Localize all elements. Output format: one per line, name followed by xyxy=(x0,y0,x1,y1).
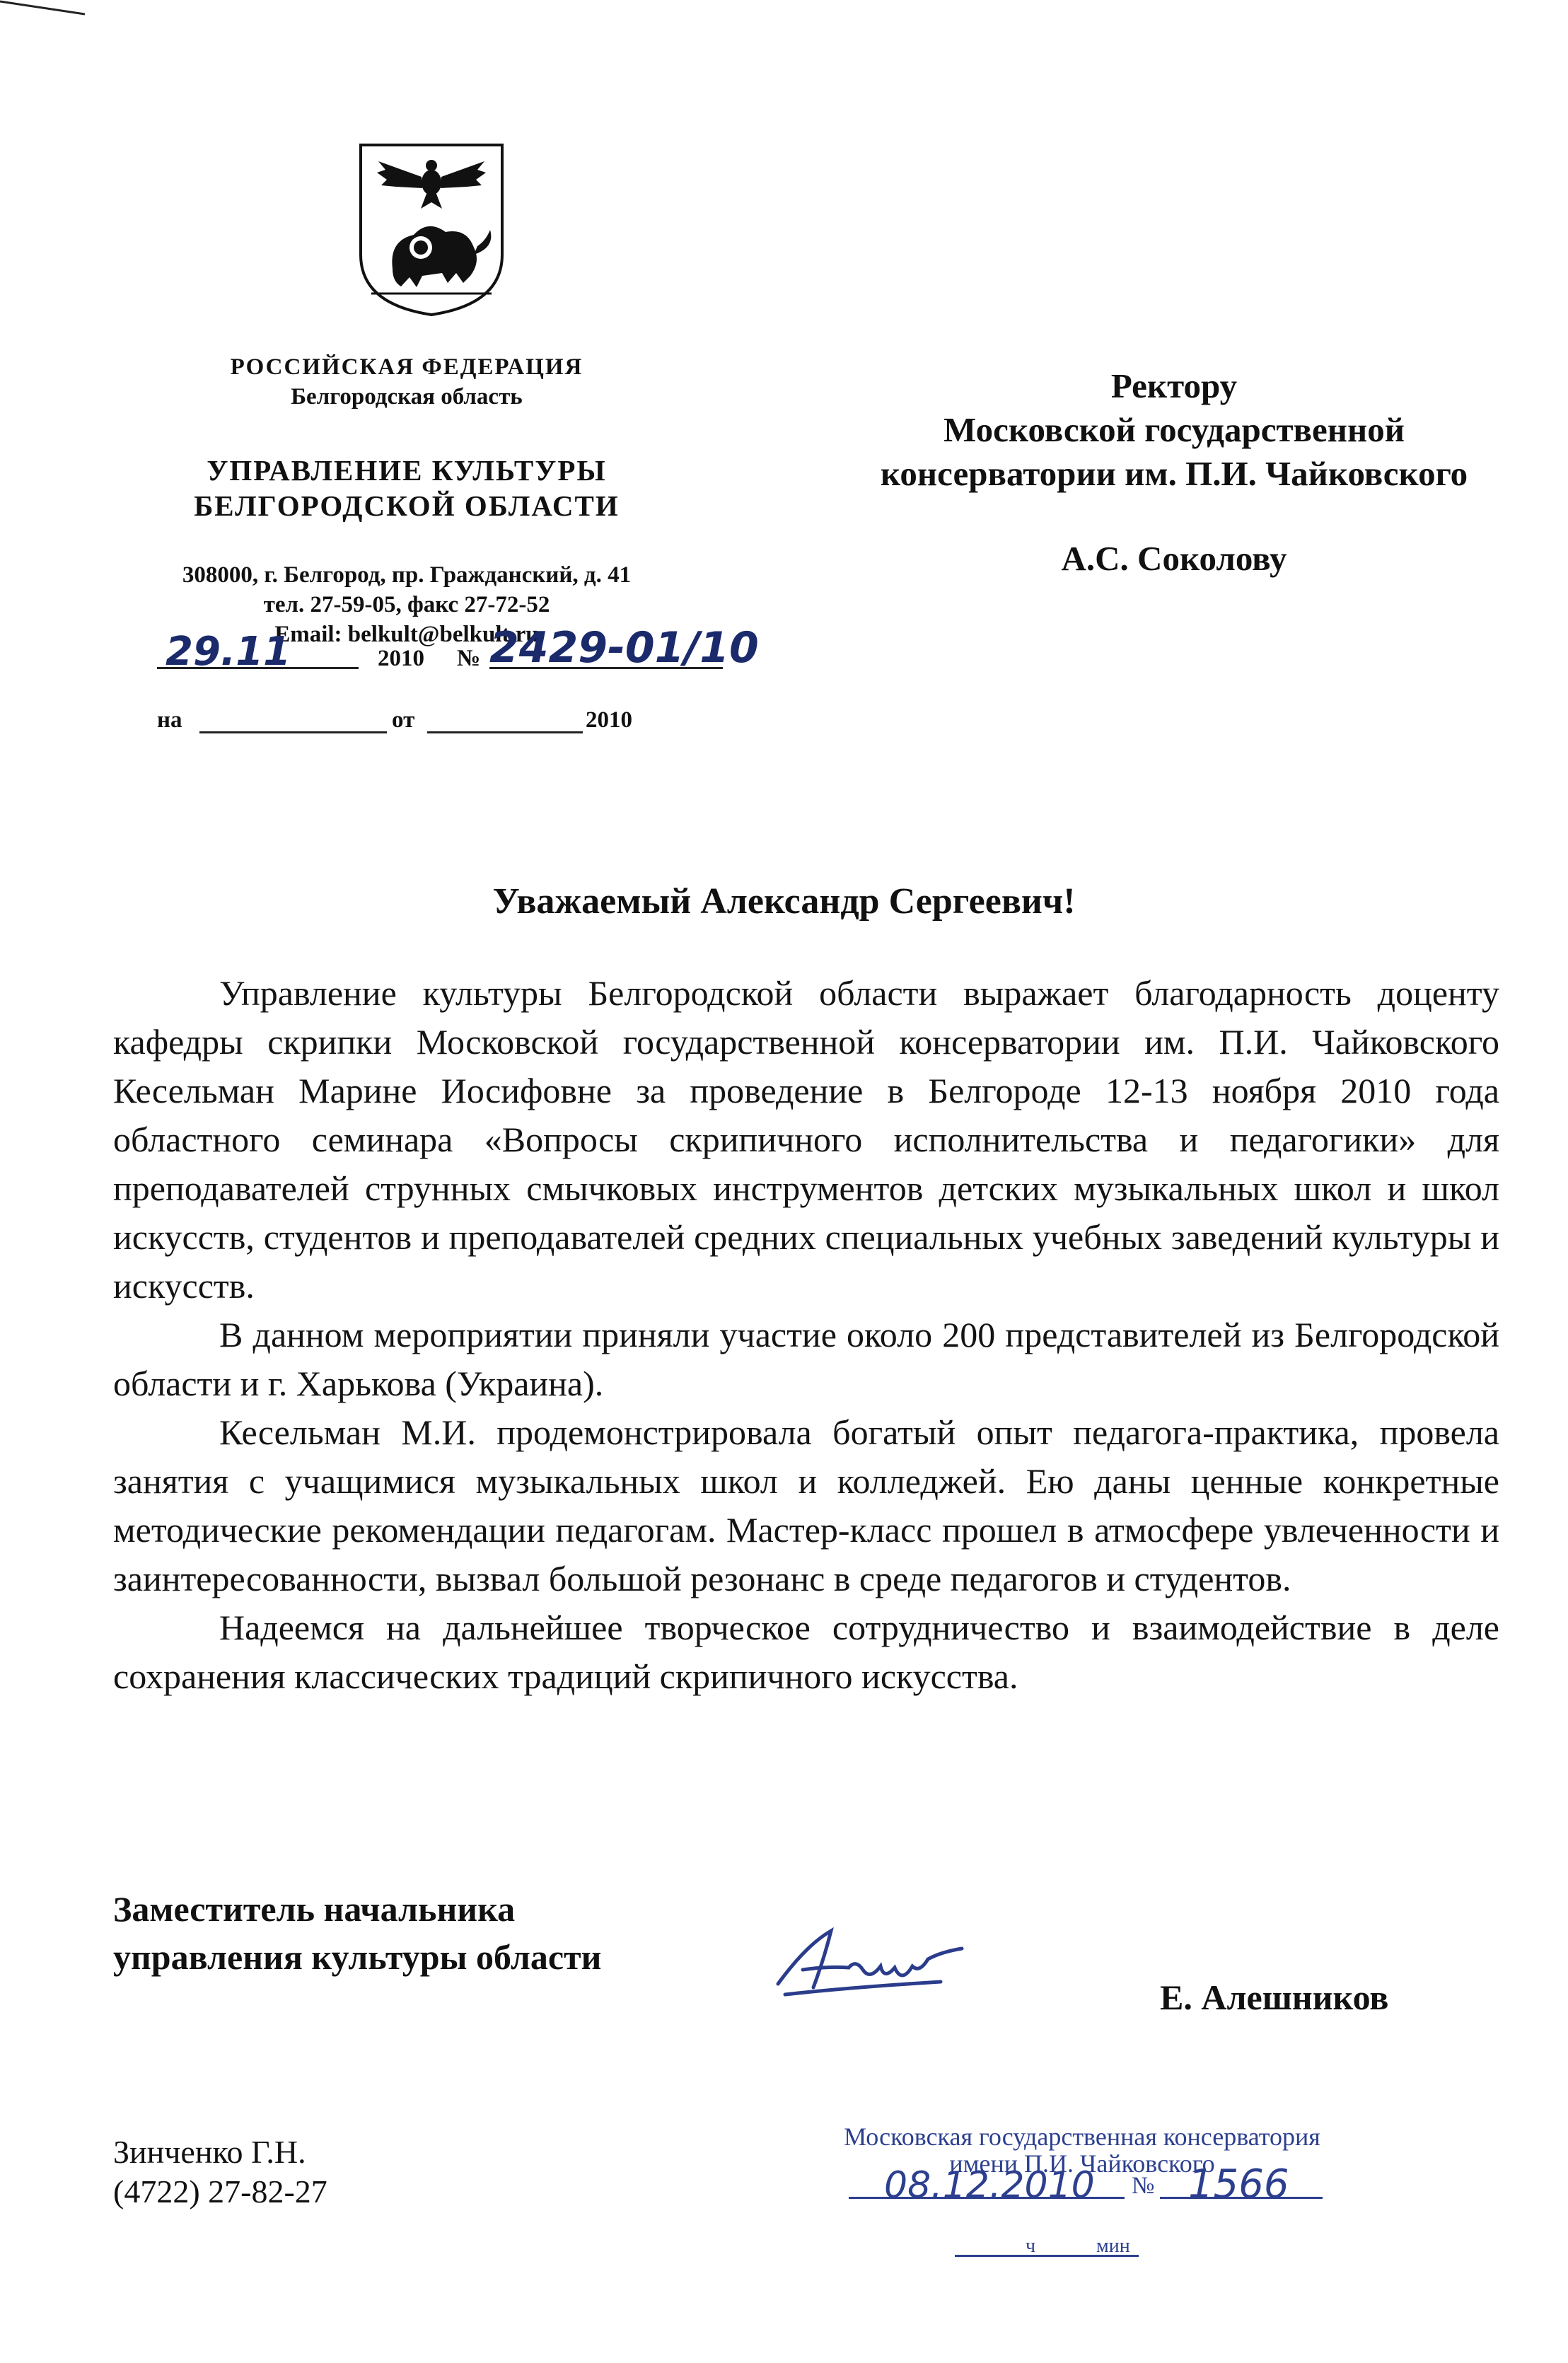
outgoing-number-handwritten: 2429-01/10 xyxy=(489,623,759,673)
stamp-time-line xyxy=(955,2234,1323,2262)
stamp-hours-label: ч xyxy=(1026,2235,1036,2257)
reference-year: 2010 xyxy=(586,707,632,733)
signatory-title-line1: Заместитель начальника xyxy=(113,1889,516,1929)
signatory-title-line2: управления культуры области xyxy=(113,1937,602,1977)
stamp-hours-field xyxy=(955,2255,1061,2257)
sender-block xyxy=(106,352,707,649)
stamp-date-handwritten: 08.12.2010 xyxy=(884,2164,1095,2207)
sender-region: Белгородская область xyxy=(291,384,523,410)
outgoing-date-handwritten: 29.11 xyxy=(165,629,291,675)
stamp-org-line1: Московская государственная консерватория xyxy=(844,2123,1320,2151)
scan-edge-mark xyxy=(0,0,85,17)
sender-email: Email: belkult@belkult.ru xyxy=(274,622,539,647)
reference-number-field xyxy=(199,731,387,733)
executor-phone: (4722) 27-82-27 xyxy=(113,2173,327,2210)
stamp-org-line2: имени П.И. Чайковского xyxy=(949,2149,1215,2178)
sender-phones: тел. 27-59-05, факс 27-72-52 xyxy=(263,592,550,617)
letter-paragraph: Надеемся на дальнейшее творческое сотрудничество и взаимодействие в деле сохранения классических традиций скрипичного искусства. xyxy=(113,1608,1499,1696)
letter-paragraph: Кесельман М.И. продемонстрировала богатый опыт педагога-практика, провела занятия с учащимися музыкальных школ и колледжей. Ею даны ценные конкретные методические рекомендации педагогам. Мастер-класс прошел в атмосфере увлеченности и заинтересованности, вызвал большой резонанс в среде педагогов и студентов. xyxy=(113,1412,1499,1598)
letter-paragraph: Управление культуры Белгородской области выражает благодарность доценту кафедры скрипки Московской государственной консерватории им. П.И. Чайковского Кесельман Марине Иосифовне за проведение в Белгороде 12-13 ноября 2010 года областного семинара «Вопросы скрипичного исполнительства и педагогики» для преподавателей струнных смычковых инструментов детских музыкальных школ и школ искусств, студентов и преподавателей средних специальных учебных заведений культуры и искусств. xyxy=(113,973,1499,1306)
sender-org-line1: УПРАВЛЕНИЕ КУЛЬТУРЫ xyxy=(207,454,607,487)
signatory-name: Е. Алешников xyxy=(1160,1978,1389,2017)
executor-name: Зинченко Г.Н. xyxy=(113,2134,306,2170)
executor-block xyxy=(113,2132,327,2212)
incoming-registration-stamp xyxy=(842,2122,1323,2262)
outgoing-number-sign: № xyxy=(457,646,481,671)
reference-date-field xyxy=(427,731,583,733)
addressee-line3: консерватории им. П.И. Чайковского xyxy=(880,454,1468,493)
addressee-line2: Московской государственной xyxy=(943,410,1405,449)
handwritten-signature xyxy=(764,1917,976,2009)
addressee-block xyxy=(799,364,1549,581)
reference-na-label: на xyxy=(157,707,182,733)
reference-line xyxy=(157,707,794,750)
stamp-minutes-label: мин xyxy=(1096,2235,1130,2257)
addressee-line1: Ректору xyxy=(1110,366,1238,405)
sender-address: 308000, г. Белгород, пр. Гражданский, д. 41 xyxy=(182,562,632,588)
stamp-number-handwritten: 1566 xyxy=(1188,2161,1289,2207)
stamp-number-sign: № xyxy=(1132,2173,1155,2199)
letter-paragraph: В данном мероприятии приняли участие около 200 представителей из Белгородской области и г. Харькова (Украина). xyxy=(113,1315,1499,1403)
signatory-title xyxy=(113,1885,601,1981)
addressee-name: А.С. Соколову xyxy=(1061,539,1287,578)
outgoing-number-line xyxy=(157,623,794,690)
sender-org-line2: БЕЛГОРОДСКОЙ ОБЛАСТИ xyxy=(194,489,620,522)
outgoing-year: 2010 xyxy=(378,646,424,671)
letter-body xyxy=(113,969,1499,1701)
sender-country: РОССИЙСКАЯ ФЕДЕРАЦИЯ xyxy=(230,354,583,380)
reference-ot-label: от xyxy=(392,707,415,733)
salutation: Уважаемый Александр Сергеевич! xyxy=(492,881,1076,922)
belgorod-coat-of-arms-icon xyxy=(357,141,506,318)
